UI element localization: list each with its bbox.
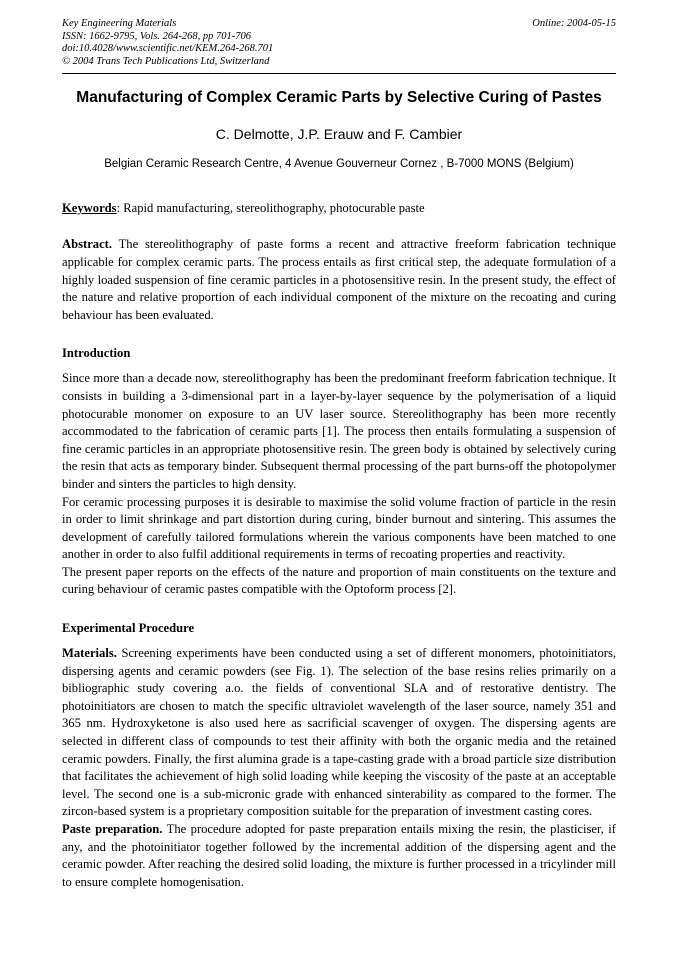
section-heading-introduction: Introduction (62, 346, 131, 361)
paragraph (62, 821, 616, 891)
paragraph-text: For ceramic processing purposes it is desirable to maximise the solid volume fraction of particle in the resin in order to limit shrinkage and part distortion during curing, binder burnout and sintering. This assumes the development of carefully tailored formulations wherein the various components have been matched to one another in order to also fulfil additional requirements in terms of recoating properties and reactivity. (62, 494, 616, 562)
abstract-paragraph (62, 236, 616, 324)
abstract-text: The stereolithography of paste forms a recent and attractive freeform fabrication technique applicable for complex ceramic parts. The process entails as first critical step, the adequate formulation of a highly loaded suspension of fine ceramic particles in a photosensitive resin. In the present study, the effect of the nature and relative proportion of each individual component of the mixture on the recoating and curing behaviour has been evaluated. (62, 237, 616, 322)
issn-volume-pages: ISSN: 1662-9795, Vols. 264-268, pp 701-706 (62, 30, 251, 42)
paragraph (62, 564, 616, 599)
abstract-label: Abstract. (62, 237, 113, 252)
keywords-text: : Rapid manufacturing, stereolithography, photocurable paste (116, 201, 425, 216)
keywords-label: Keywords (62, 201, 117, 216)
online-date: Online: 2004-05-15 (532, 18, 616, 29)
doi: doi:10.4028/www.scientific.net/KEM.264-268.701 (62, 43, 274, 55)
paragraph (62, 645, 616, 821)
author-list: C. Delmotte, J.P. Erauw and F. Cambier (215, 126, 463, 143)
paragraph (62, 370, 616, 493)
header-divider (62, 73, 616, 74)
journal-name: Key Engineering Materials (62, 18, 177, 29)
affiliation: Belgian Ceramic Research Centre, 4 Avenue Gouverneur Cornez , B-7000 MONS (Belgium) (104, 158, 574, 171)
paragraph-runin-label: Paste preparation. (62, 822, 163, 836)
page-title: Manufacturing of Complex Ceramic Parts by Selective Curing of Pastes (76, 89, 602, 107)
paragraph-text: The present paper reports on the effects of the nature and proportion of main constituents on the texture and curing behaviour of ceramic pastes compatible with the Optoform process [2]. (62, 564, 616, 597)
section-heading-experimental-procedure: Experimental Procedure (62, 621, 195, 636)
paragraph-text: Since more than a decade now, stereolithography has been the predominant freeform fabrication technique. It consists in building a 3-dimensional part in a layer-by-layer sequence by the polymerisation of a liquid photocurable monomer on exposure to an UV laser source. Stereolithography has been more recently accommodated to the fabrication of ceramic parts [1]. The process then entails formulating a suspension of fine ceramic particles in an appropriate photosensitive resin. The green body is obtained by selectively curing the resin that acts as temporary binder. Subsequent thermal processing of the part burns-off the photopolymer binder and sinters the particles to high density. (62, 371, 616, 491)
paragraph-text: Screening experiments have been conducted using a set of different monomers, photoinitiators, dispersing agents and ceramic powders (see Fig. 1). The selection of the base resins relies primarily on a bibliographic study covering a.o. the fields of conventional SLA and of restorative dentistry. The photoinitiators are chosen to match the specific ultraviolet wavelength of the laser source, namely 351 and 365 nm. Hydroxyketone is also used here as sacrificial scavenger of oxygen. The dispersing agents are selected in different class of compounds to test their affinity with both the organic media and the retained ceramic powders. Finally, the first alumina grade is a tape-casting grade with a broad particle size distribution that facilitates the achievement of high solid loading while keeping the viscosity of the paste at an acceptable level. The second one is a sub-micronic grade with enhanced sinterability as compared to the former. The zircon-based system is a proprietary composition suitable for the preparation of investment casting cores. (62, 646, 616, 819)
paragraph-text: The procedure adopted for paste preparation entails mixing the resin, the plasticiser, if any, and the photoinitiator together followed by the incremental addition of the dispersing agent and the ceramic powder. After reaching the desired solid loading, the mixture is further processed in a tricylinder mill to ensure complete homogenisation. (62, 822, 616, 889)
paragraph-runin-label: Materials. (62, 646, 117, 661)
paragraph (62, 494, 616, 564)
page-header (62, 18, 616, 68)
journal-info (62, 18, 273, 68)
keywords-line (62, 200, 616, 216)
copyright: © 2004 Trans Tech Publications Ltd, Switzerland (62, 55, 270, 67)
